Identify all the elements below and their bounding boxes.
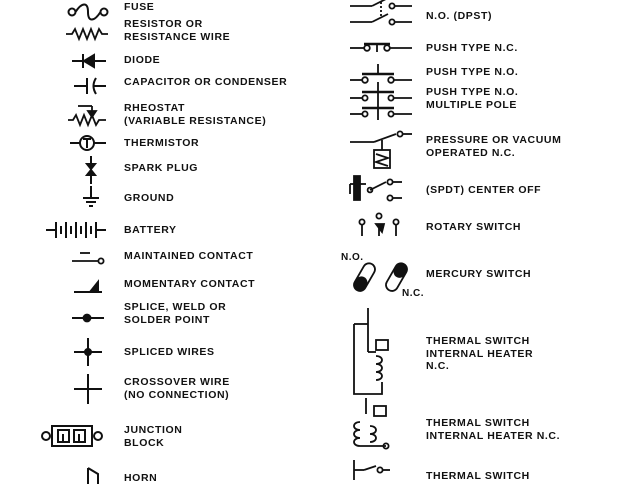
horn-icon [60,458,116,498]
thermal-heater-nc-1-label: THERMAL SWITCH INTERNAL HEATER N.C. [426,335,534,372]
ground-label: GROUND [124,192,175,204]
battery-label: BATTERY [124,224,177,236]
mercury-nc-label: N.C. [402,288,424,299]
spliced-wires-label: SPLICED WIRES [124,346,215,358]
push-no-multi-label: PUSH TYPE N.O. MULTIPLE POLE [426,86,519,111]
splice-label: SPLICE, WELD OR SOLDER POINT [124,301,227,326]
rotary-switch-icon [346,206,416,246]
dpst-label: N.O. (DPST) [426,10,493,22]
mercury-no-label: N.O. [341,252,364,263]
junction-block-label: JUNCTION BLOCK [124,424,183,449]
spdt-switch-icon [346,170,416,210]
pressure-switch-icon [346,128,416,176]
spark-plug-label: SPARK PLUG [124,162,199,174]
spdt-label: (SPDT) CENTER OFF [426,184,542,196]
momentary-contact-label: MOMENTARY CONTACT [124,278,256,290]
mercury-switch-label: MERCURY SWITCH [426,268,532,280]
rheostat-label: RHEOSTAT (VARIABLE RESISTANCE) [124,102,267,127]
maintained-contact-label: MAINTAINED CONTACT [124,250,254,262]
thermal-switch-label: THERMAL SWITCH [426,470,530,482]
rotary-switch-label: ROTARY SWITCH [426,221,522,233]
fuse-label: FUSE [124,1,155,13]
resistor-label: RESISTOR OR RESISTANCE WIRE [124,18,231,43]
crossover-wire-icon [60,369,116,409]
thermal-heater-nc-1-icon [346,306,406,398]
push-no-multi-icon [346,80,416,124]
spliced-wires-icon [60,332,116,372]
thermal-heater-nc-2-label: THERMAL SWITCH INTERNAL HEATER N.C. [426,417,561,442]
capacitor-label: CAPACITOR OR CONDENSER [124,76,288,88]
thermistor-label: THERMISTOR [124,137,200,149]
mercury-switch-icon [350,258,410,298]
push-no-label: PUSH TYPE N.O. [426,66,519,78]
crossover-wire-label: CROSSOVER WIRE (NO CONNECTION) [124,376,230,401]
thermal-switch-icon [346,456,406,486]
junction-block-icon [36,416,108,456]
diode-label: DIODE [124,54,161,66]
pressure-switch-label: PRESSURE OR VACUUM OPERATED N.C. [426,134,562,159]
horn-label: HORN [124,472,158,484]
thermal-heater-nc-2-icon [346,396,406,456]
push-nc-label: PUSH TYPE N.C. [426,42,518,54]
